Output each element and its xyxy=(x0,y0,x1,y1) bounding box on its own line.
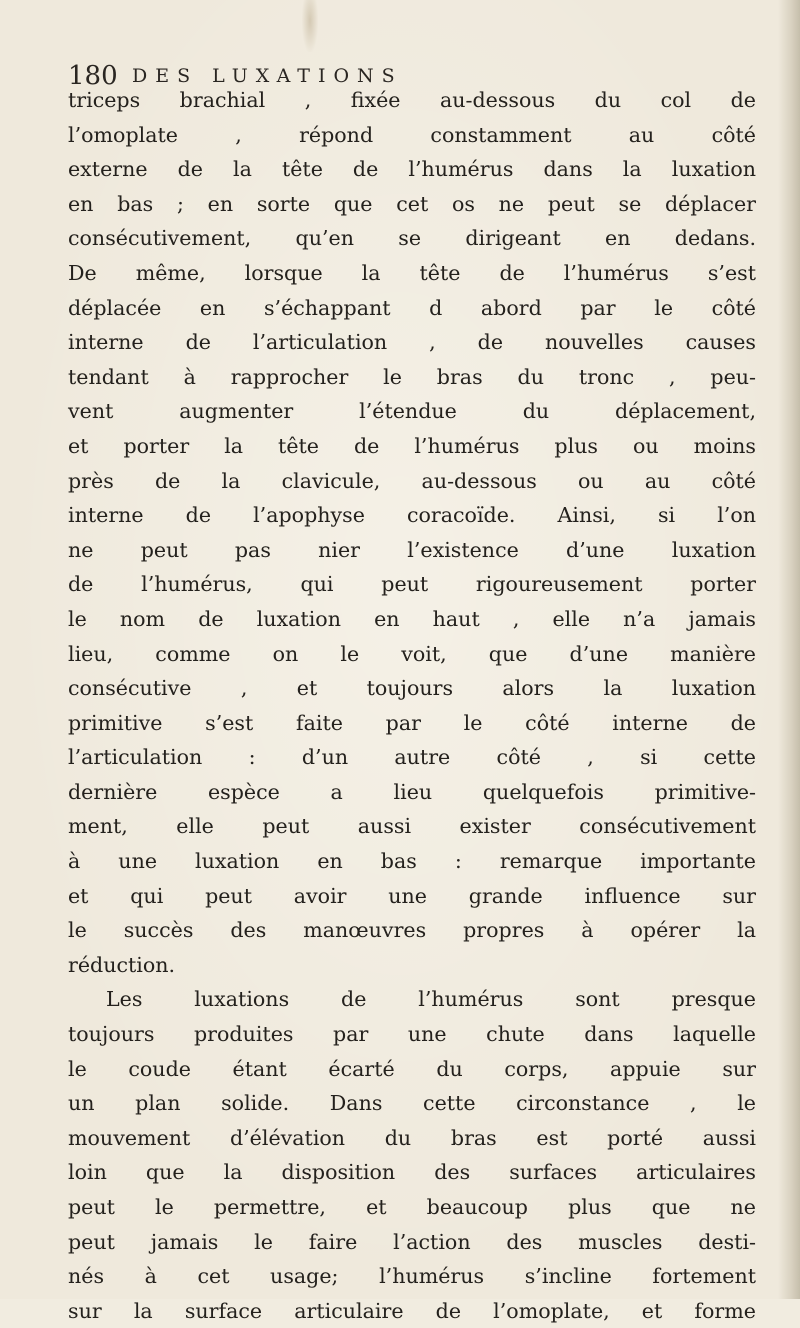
text-line: dernière espèce a lieu quelquefois primitive- xyxy=(68,779,756,804)
text-line: peut jamais le faire l’action des muscles desti- xyxy=(68,1229,756,1254)
page-number: 180 xyxy=(68,61,118,91)
text-line: près de la clavicule, au-dessous ou au côté xyxy=(68,468,756,493)
body-text xyxy=(68,83,756,1328)
text-line: toujours produites par une chute dans laquelle xyxy=(68,1022,756,1047)
text-line: le coude étant écarté du corps, appuie sur xyxy=(68,1056,756,1081)
text-line: ne peut pas nier l’existence d’une luxation xyxy=(68,537,756,562)
text-line: triceps brachial , fixée au-dessous du col de xyxy=(68,88,756,112)
text-line: interne de l’articulation , de nouvelles causes xyxy=(68,330,756,355)
text-line: de l’humérus, qui peut rigoureusement porter xyxy=(68,572,756,597)
paper-stain xyxy=(302,0,318,52)
text-line: et qui peut avoir une grande influence sur xyxy=(68,883,756,908)
text-line: un plan solide. Dans cette circonstance , le xyxy=(68,1091,756,1116)
page-edge-shadow xyxy=(778,0,800,1299)
text-line: à une luxation en bas : remarque importante xyxy=(68,849,756,874)
text-line: le nom de luxation en haut , elle n’a jamais xyxy=(68,606,756,631)
text-line: peut le permettre, et beaucoup plus que ne xyxy=(68,1195,756,1219)
text-line: vent augmenter l’étendue du déplacement, xyxy=(68,399,756,424)
running-head: DES LUXATIONS xyxy=(132,65,403,87)
text-line: en bas ; en sorte que cet os ne peut se déplacer xyxy=(68,191,756,216)
paragraph-start-line: Les luxations de l’humérus sont presque xyxy=(106,987,756,1012)
text-line: lieu, comme on le voit, que d’une manière xyxy=(68,641,756,666)
text-line: déplacée en s’échappant d abord par le côté xyxy=(68,295,756,320)
text-line: le succès des manœuvres propres à opérer la xyxy=(68,918,756,943)
text-line: consécutive , et toujours alors la luxation xyxy=(68,676,756,701)
text-line: et porter la tête de l’humérus plus ou moins xyxy=(68,433,756,458)
text-line: loin que la disposition des surfaces articulaires xyxy=(68,1160,756,1185)
text-line: l’articulation : d’un autre côté , si cette xyxy=(68,745,756,770)
text-line: consécutivement, qu’en se dirigeant en dedans. xyxy=(68,226,756,251)
text-line: ment, elle peut aussi exister consécutivement xyxy=(68,814,756,839)
text-line: interne de l’apophyse coracoïde. Ainsi, si l’on xyxy=(68,503,756,528)
paragraph-end-line: réduction. xyxy=(68,952,176,977)
text-line: De même, lorsque la tête de l’humérus s’est xyxy=(68,260,756,285)
text-line: nés à cet usage; l’humérus s’incline fortement xyxy=(68,1264,756,1289)
text-line: l’omoplate , répond constamment au côté xyxy=(68,122,756,147)
text-line: primitive s’est faite par le côté interne de xyxy=(68,710,756,735)
text-line: sur la surface articulaire de l’omoplate, et forme xyxy=(68,1298,756,1323)
text-line: mouvement d’élévation du bras est porté aussi xyxy=(68,1125,756,1150)
text-line: tendant à rapprocher le bras du tronc , peu- xyxy=(68,364,756,389)
text-line: externe de la tête de l’humérus dans la luxation xyxy=(68,157,756,182)
